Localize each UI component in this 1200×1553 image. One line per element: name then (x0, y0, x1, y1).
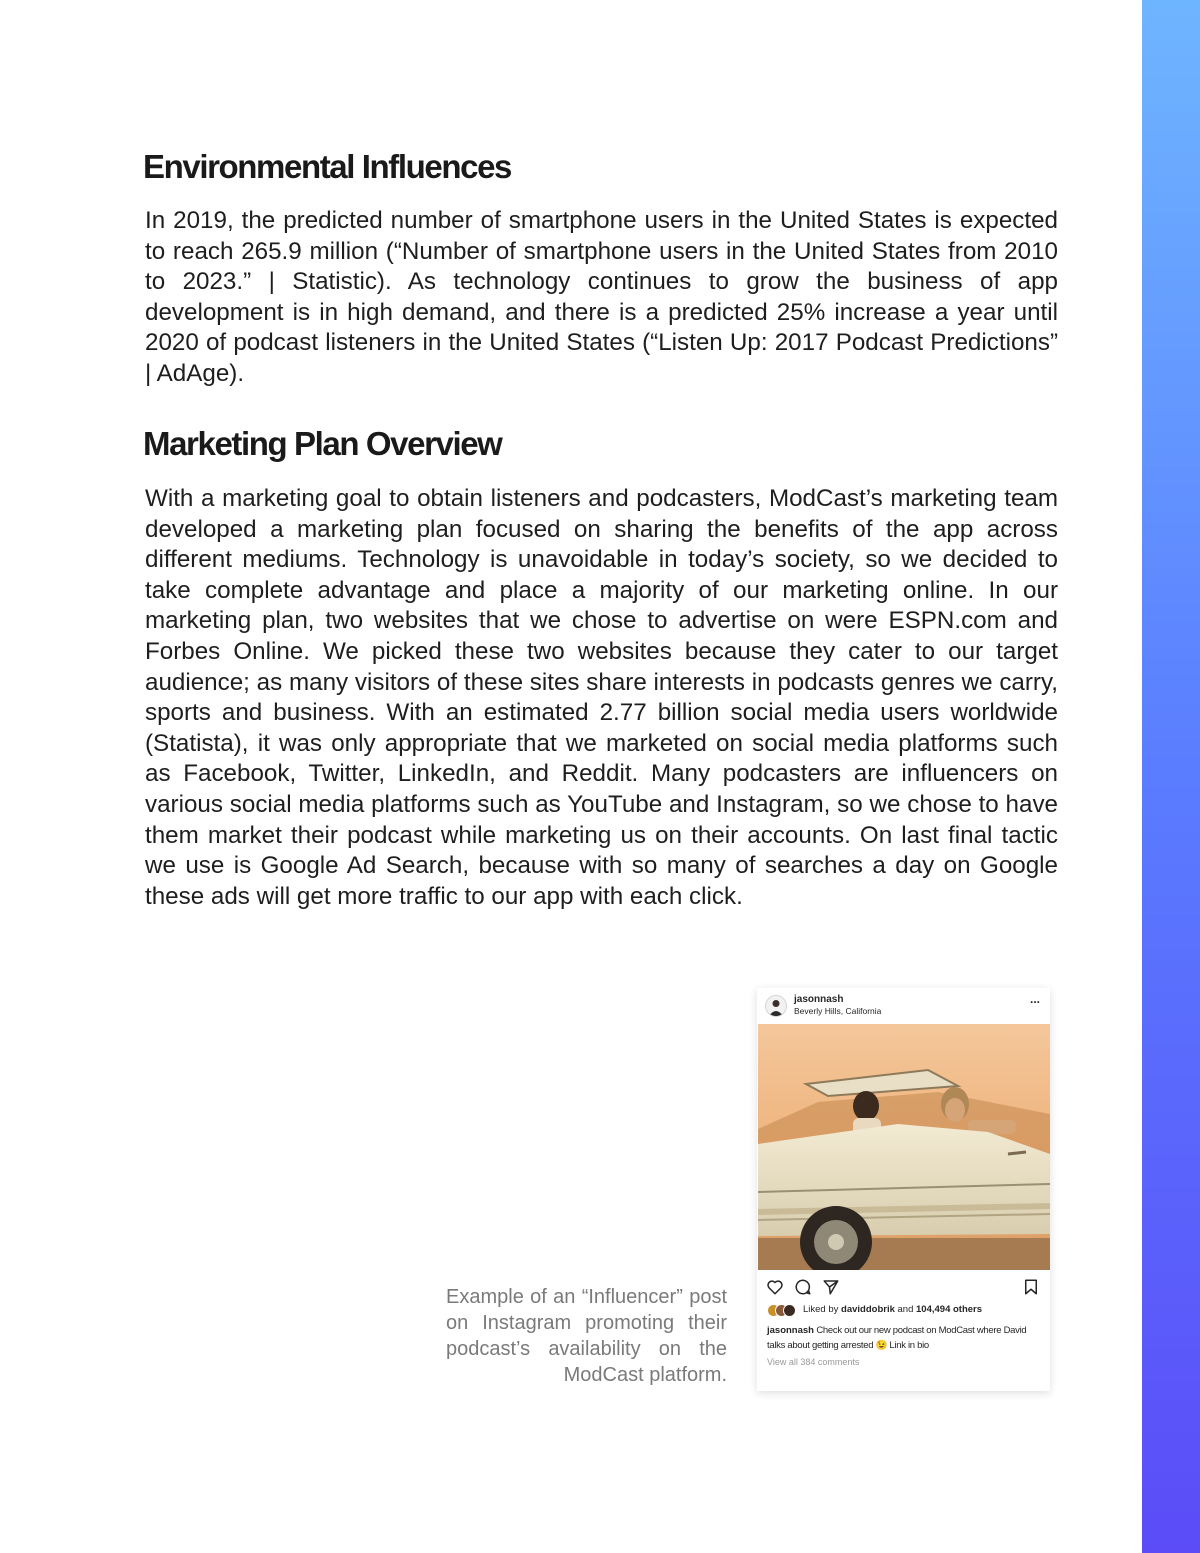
bookmark-icon[interactable] (1022, 1278, 1040, 1296)
more-options-icon[interactable]: ... (1029, 992, 1040, 1006)
likes-summary[interactable] (803, 1304, 982, 1315)
avatar[interactable] (765, 995, 787, 1017)
environmental-influences-paragraph: In 2019, the predicted number of smartphone users in the United States is expected to reach 265.9 million (“Number of smartphone users in the United States from 2010 to 2023.” | Statistic). As technology continues to grow the business of app development is in high demand, and there is a predicted 25% increase a year until 2020 of podcast listeners in the United States (“Listen Up: 2017 Podcast Predictions” | AdAge). (145, 207, 1058, 387)
liked-by-user[interactable]: daviddobrik (841, 1304, 895, 1315)
car-photo-illustration (758, 1024, 1050, 1270)
comment-icon[interactable] (794, 1278, 812, 1296)
wink-emoji-icon: 😉 (875, 1340, 888, 1351)
figure-caption: Example of an “Influencer” post on Instagram promoting their podcast’s availability on the ModCast platform. (446, 1286, 727, 1386)
caption-username[interactable]: jasonnash (767, 1325, 814, 1336)
avatar-person-icon (766, 996, 786, 1016)
likes-and: and (897, 1304, 914, 1315)
section-heading-marketing-plan-overview: Marketing Plan Overview (143, 425, 502, 462)
section-heading-environmental-influences: Environmental Influences (143, 148, 511, 185)
view-comments-link[interactable]: View all 384 comments (767, 1357, 860, 1367)
marketing-plan-paragraph: With a marketing goal to obtain listeners and podcasters, ModCast’s marketing team developed a marketing plan focused on sharing the benefits of the app across different mediums. Technology is unavoidable in today’s society, so we decided to take complete advantage and place a majority of our marketing online. In our marketing plan, two websites that we chose to advertise on were ESPN.com and Forbes Online. We picked these two websites because they cater to our target audience; as many visitors of these sites share interests in podcasts genres we carry, sports and business. With an estimated 2.77 billion social media users worldwide (Statista), it was only appropriate that we marketed on social media platforms such as Facebook, Twitter, LinkedIn, and Reddit. Many podcasters are influencers on various social media platforms such as YouTube and Instagram, so we chose to have them market their podcast while marketing us on their accounts. On last final tactic we use is Google Ad Search, because with so many of searches a day on Google these ads will get more traffic to our app with each click. (145, 485, 1058, 910)
share-icon[interactable] (822, 1278, 840, 1296)
liker-avatar (783, 1304, 796, 1317)
post-caption (767, 1323, 1037, 1353)
instagram-post-card (757, 988, 1050, 1391)
caption-tail: Link in bio (889, 1340, 929, 1351)
likes-count[interactable]: 104,494 others (916, 1304, 983, 1315)
post-location[interactable]: Beverly Hills, California (794, 1006, 882, 1016)
post-action-bar (766, 1278, 1042, 1298)
likes-prefix: Liked by (803, 1304, 839, 1315)
caption-text: Check out our new podcast on ModCast where David talks about getting arrested (767, 1325, 1027, 1351)
post-photo (758, 1024, 1050, 1270)
post-username[interactable]: jasonnash (794, 994, 844, 1005)
heart-icon[interactable] (766, 1278, 784, 1296)
decorative-side-gradient-bar (1142, 0, 1200, 1553)
